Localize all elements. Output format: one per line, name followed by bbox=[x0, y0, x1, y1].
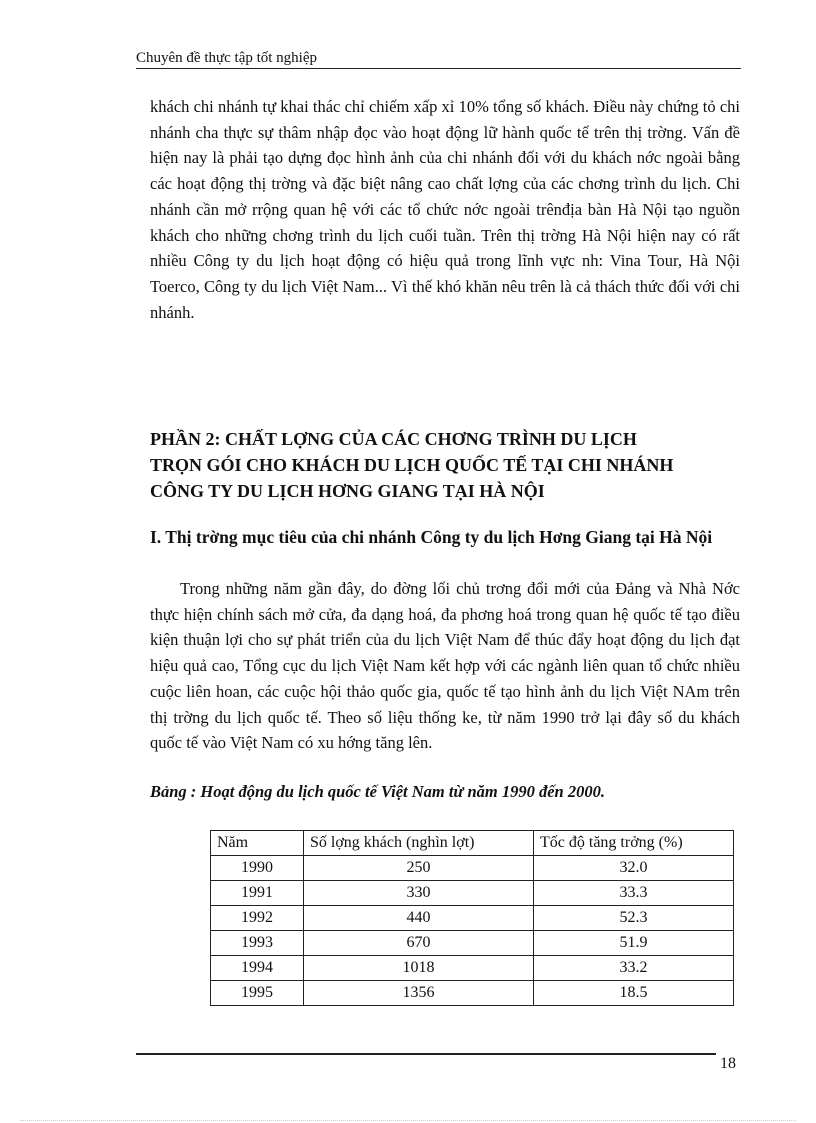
table-row bbox=[211, 956, 734, 981]
tourism-table bbox=[210, 830, 734, 1006]
cell-year: 1991 bbox=[211, 881, 304, 906]
cell-growth: 33.3 bbox=[534, 881, 734, 906]
section-title-line: TRỌN GÓI CHO KHÁCH DU LỊCH QUỐC TẾ TẠI CHI NHÁNH bbox=[150, 455, 674, 475]
table-row bbox=[211, 981, 734, 1006]
section-title-line: PHẦN 2: CHẤT LỢNG CỦA CÁC CHƠNG TRÌNH DU LỊCH bbox=[150, 429, 637, 449]
table-header-row bbox=[211, 831, 734, 856]
table-row bbox=[211, 881, 734, 906]
table-row bbox=[211, 931, 734, 956]
cell-growth: 18.5 bbox=[534, 981, 734, 1006]
column-header-visitors: Số lợng khách (nghìn lợt) bbox=[304, 831, 534, 856]
page-header bbox=[136, 48, 741, 69]
cell-visitors: 670 bbox=[304, 931, 534, 956]
table-row bbox=[211, 856, 734, 881]
cell-year: 1990 bbox=[211, 856, 304, 881]
table-row bbox=[211, 906, 734, 931]
cell-growth: 32.0 bbox=[534, 856, 734, 881]
cell-visitors: 1356 bbox=[304, 981, 534, 1006]
cell-growth: 33.2 bbox=[534, 956, 734, 981]
section-title-line: CÔNG TY DU LỊCH HƠNG GIANG TẠI HÀ NỘI bbox=[150, 481, 545, 501]
subheading: I. Thị trờng mục tiêu của chi nhánh Công ty du lịch Hơng Giang tại Hà Nội bbox=[150, 527, 713, 547]
table-caption: Bảng : Hoạt động du lịch quốc tế Việt Nam từ năm 1990 đến 2000. bbox=[150, 782, 605, 801]
body-paragraph-2-text: Trong những năm gần đây, do đờng lối chủ trơng đổi mới của Đảng và Nhà Nớc thực hiện chính sách mở cửa, đa dạng hoá, đa phơng hoá trong quan hệ quốc tế tạo điều kiện thuận lợi cho sự phát triển của du lịch Việt Nam để thúc đẩy hoạt động du lịch đạt hiệu quả cao, Tổng cục du lịch Việt Nam kết hợp với các ngành liên quan tổ chức nhiều cuộc liên hoan, các cuộc hội thảo quốc gia, quốc tế tạo hình ảnh du lịch Việt NAm trên thị trờng du lịch quốc tế. Theo số liệu thống ke, từ năm 1990 trở lại đây số du khách quốc tế vào Việt Nam có xu hớng tăng lên. bbox=[150, 579, 740, 753]
column-header-growth: Tốc độ tăng trởng (%) bbox=[534, 831, 734, 856]
cell-year: 1993 bbox=[211, 931, 304, 956]
body-paragraph-1: khách chi nhánh tự khai thác chỉ chiếm xấp xỉ 10% tổng số khách. Điều này chứng tỏ chi nhánh cha thực sự thâm nhập đọc vào hoạt động lữ hành quốc tế trên thị trờng. Vấn đề hiện nay là phải tạo dựng đọc hình ảnh của chi nhánh đối với du khách nớc ngoài bằng các hoạt động thị trờng và đặc biệt nâng cao chất lợng của các chơng trình du lịch. Chi nhánh cần mở rrộng quan hệ với các tổ chức nớc ngoài trênđịa bàn Hà Nội tạo nguồn khách cho những chơng trình du lịch cuối tuần. Trên thị trờng Hà Nội hiện nay có rất nhiều Công ty du lịch hoạt động có hiệu quả trong lĩnh vực nh: Vina Tour, Hà Nội Toerco, Công ty du lịch Việt Nam... Vì thế khó khăn nêu trên là cả thách thức đối với chi nhánh. bbox=[150, 97, 740, 322]
cell-year: 1995 bbox=[211, 981, 304, 1006]
page-number: 18 bbox=[720, 1055, 736, 1072]
cell-growth: 51.9 bbox=[534, 931, 734, 956]
section-title bbox=[150, 426, 750, 504]
body-paragraph-2 bbox=[150, 576, 740, 756]
cell-visitors: 1018 bbox=[304, 956, 534, 981]
cell-growth: 52.3 bbox=[534, 906, 734, 931]
column-header-year: Năm bbox=[211, 831, 304, 856]
cell-visitors: 250 bbox=[304, 856, 534, 881]
cell-visitors: 440 bbox=[304, 906, 534, 931]
cell-year: 1994 bbox=[211, 956, 304, 981]
footer-rule bbox=[136, 1053, 716, 1055]
bottom-dotted-divider bbox=[20, 1120, 796, 1121]
cell-year: 1992 bbox=[211, 906, 304, 931]
cell-visitors: 330 bbox=[304, 881, 534, 906]
header-title: Chuyên đề thực tập tốt nghiệp bbox=[136, 50, 318, 66]
